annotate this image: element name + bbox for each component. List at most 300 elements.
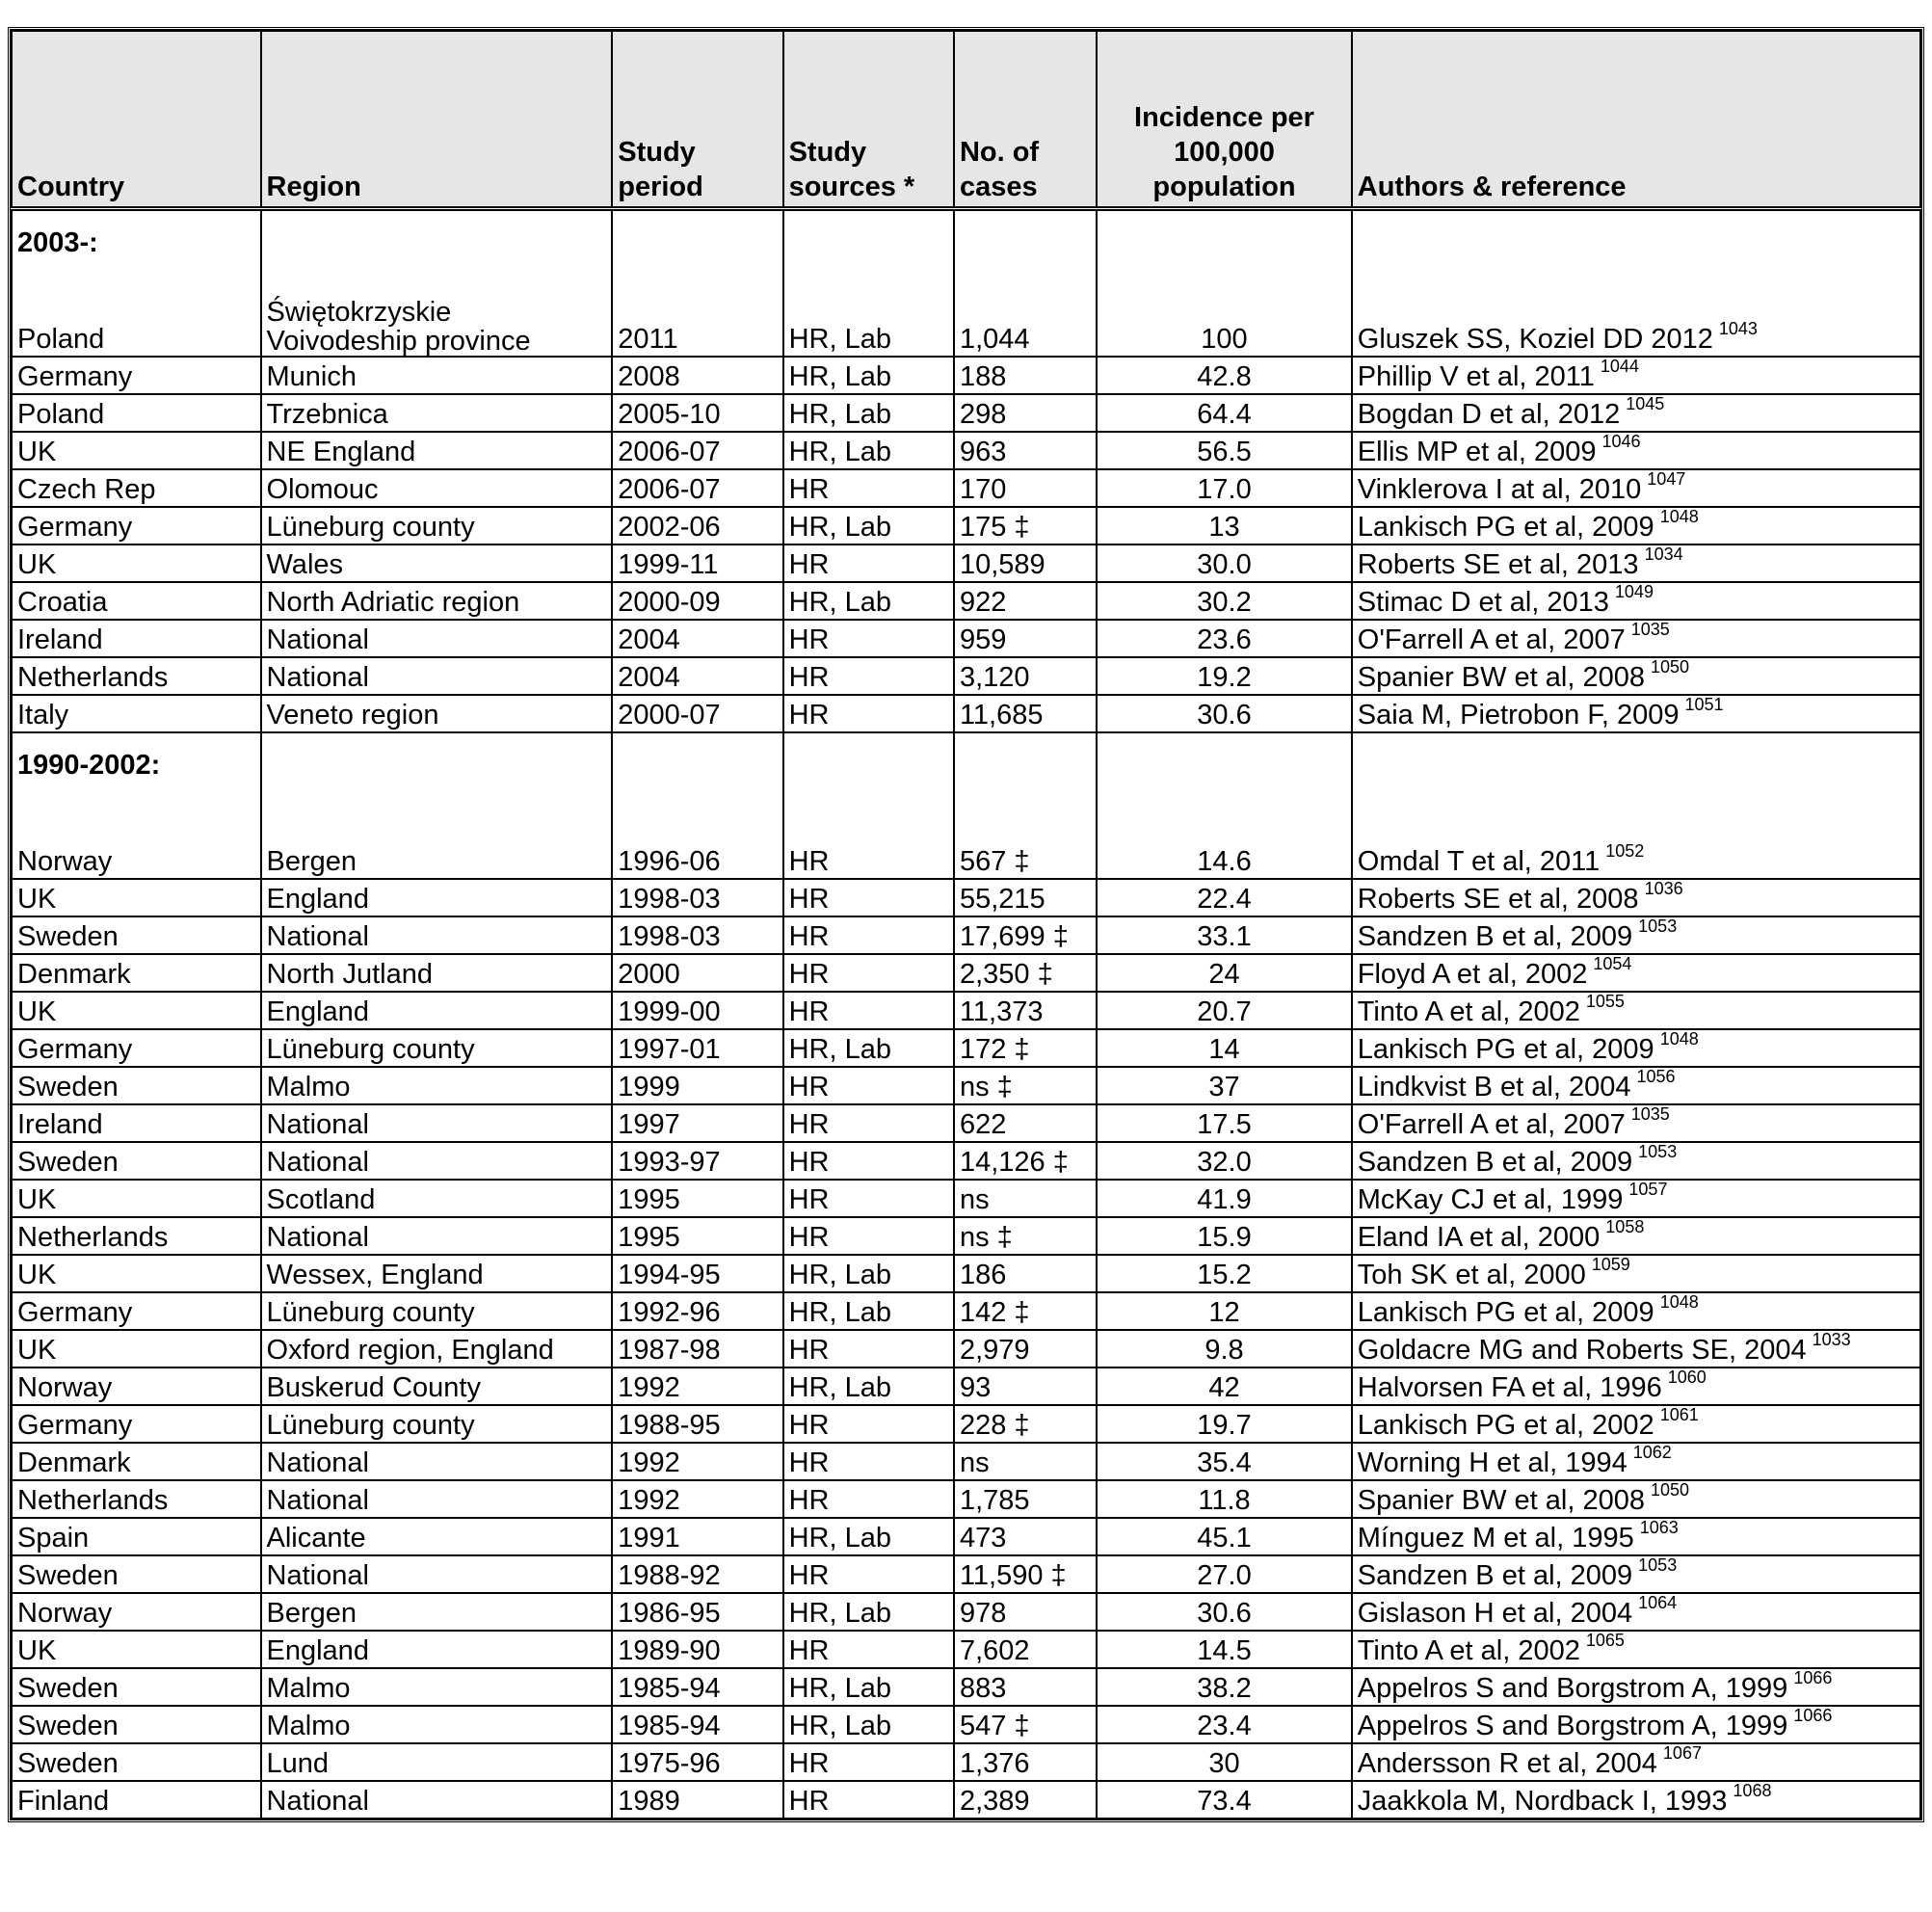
cell-incidence: 20.7 (1097, 992, 1352, 1029)
table-row (12, 992, 1920, 1029)
cell-no-of-cases: 959 (954, 620, 1097, 657)
cell-study-period: 1992 (612, 1443, 782, 1480)
cell-country: Norway (12, 1368, 261, 1405)
incidence-table-frame (8, 27, 1924, 1822)
cell-region: National (261, 1217, 613, 1255)
cell-study-sources: HR (783, 1405, 954, 1443)
cell-country: Sweden (12, 916, 261, 954)
cell-incidence: 30 (1097, 1743, 1352, 1781)
reference-number: 1046 (1601, 432, 1641, 451)
cell-region: Olomouc (261, 469, 613, 507)
cell-incidence: 100 (1097, 209, 1352, 358)
cell-country (12, 732, 261, 879)
cell-incidence: 14.6 (1097, 732, 1352, 879)
cell-country: Norway (12, 1593, 261, 1631)
cell-authors (1352, 1104, 1920, 1142)
cell-country: UK (12, 1255, 261, 1292)
table-body (12, 209, 1920, 1819)
cell-study-period: 1999 (612, 1067, 782, 1104)
cell-region: Scotland (261, 1180, 613, 1217)
cell-no-of-cases: 172 ‡ (954, 1029, 1097, 1067)
cell-study-period: 2008 (612, 357, 782, 394)
reference-number: 1050 (1651, 1480, 1690, 1500)
reference-number: 1053 (1638, 916, 1678, 936)
cell-authors (1352, 582, 1920, 620)
cell-incidence: 27.0 (1097, 1555, 1352, 1593)
reference-number: 1044 (1600, 357, 1639, 376)
reference-number: 1050 (1651, 657, 1690, 677)
table-row (12, 1330, 1920, 1368)
cell-no-of-cases: 7,602 (954, 1631, 1097, 1668)
cell-authors (1352, 1405, 1920, 1443)
cell-incidence: 15.9 (1097, 1217, 1352, 1255)
cell-incidence: 15.2 (1097, 1255, 1352, 1292)
cell-incidence: 23.4 (1097, 1706, 1352, 1743)
table-row (12, 1518, 1920, 1555)
cell-study-period: 1986-95 (612, 1593, 782, 1631)
header-incidence: Incidence per 100,000 population (1097, 31, 1352, 209)
cell-study-sources: HR (783, 695, 954, 732)
cell-incidence: 14 (1097, 1029, 1352, 1067)
reference-number: 1063 (1639, 1518, 1679, 1537)
cell-authors (1352, 1292, 1920, 1330)
cell-authors (1352, 469, 1920, 507)
cell-no-of-cases: 963 (954, 432, 1097, 469)
table-row (12, 432, 1920, 469)
author-text: Lankisch PG et al, 2009 (1357, 1034, 1654, 1065)
cell-incidence: 32.0 (1097, 1142, 1352, 1180)
cell-authors (1352, 1631, 1920, 1668)
cell-country: Sweden (12, 1555, 261, 1593)
cell-country: Finland (12, 1781, 261, 1819)
cell-incidence: 42.8 (1097, 357, 1352, 394)
reference-number: 1047 (1647, 469, 1686, 489)
table-row (12, 1217, 1920, 1255)
cell-study-sources: HR, Lab (783, 1518, 954, 1555)
cell-authors (1352, 507, 1920, 544)
table-row (12, 1292, 1920, 1330)
author-text: McKay CJ et al, 1999 (1357, 1184, 1624, 1215)
reference-number: 1066 (1793, 1668, 1833, 1687)
author-text: Appelros S and Borgstrom A, 1999 (1357, 1673, 1788, 1704)
cell-study-period: 2000-07 (612, 695, 782, 732)
cell-study-period: 1997 (612, 1104, 782, 1142)
cell-study-sources: HR, Lab (783, 394, 954, 432)
cell-country: Croatia (12, 582, 261, 620)
cell-no-of-cases: 11,373 (954, 992, 1097, 1029)
table-row (12, 657, 1920, 695)
cell-country-text: Norway (17, 846, 113, 877)
cell-country: Sweden (12, 1668, 261, 1706)
author-text: Lankisch PG et al, 2009 (1357, 1297, 1654, 1328)
cell-study-sources: HR (783, 1781, 954, 1819)
cell-no-of-cases: 3,120 (954, 657, 1097, 695)
cell-region: National (261, 1104, 613, 1142)
cell-country: Sweden (12, 1067, 261, 1104)
cell-authors (1352, 544, 1920, 582)
cell-no-of-cases: 1,376 (954, 1743, 1097, 1781)
author-text: Spanier BW et al, 2008 (1357, 662, 1645, 693)
cell-study-period: 1991 (612, 1518, 782, 1555)
author-text: Omdal T et al, 2011 (1357, 846, 1601, 877)
table-row (12, 1743, 1920, 1781)
table-row (12, 507, 1920, 544)
cell-incidence: 30.6 (1097, 1593, 1352, 1631)
cell-region: National (261, 916, 613, 954)
author-text: O'Farrell A et al, 2007 (1357, 624, 1626, 655)
cell-incidence: 41.9 (1097, 1180, 1352, 1217)
cell-country: Netherlands (12, 657, 261, 695)
cell-no-of-cases: 55,215 (954, 879, 1097, 916)
cell-authors (1352, 1029, 1920, 1067)
table-row (12, 469, 1920, 507)
cell-authors (1352, 657, 1920, 695)
cell-country: UK (12, 1631, 261, 1668)
author-text: Stimac D et al, 2013 (1357, 587, 1609, 618)
header-country: Country (12, 31, 261, 209)
cell-authors (1352, 1443, 1920, 1480)
cell-study-sources: HR, Lab (783, 582, 954, 620)
cell-authors (1352, 992, 1920, 1029)
author-text: Andersson R et al, 2004 (1357, 1748, 1657, 1779)
reference-number: 1065 (1585, 1631, 1625, 1650)
cell-authors (1352, 620, 1920, 657)
author-text: Vinklerova I at al, 2010 (1357, 474, 1642, 505)
cell-incidence: 23.6 (1097, 620, 1352, 657)
cell-study-sources: HR, Lab (783, 209, 954, 358)
reference-number: 1053 (1638, 1142, 1678, 1161)
cell-incidence: 12 (1097, 1292, 1352, 1330)
reference-number: 1053 (1638, 1555, 1678, 1575)
cell-region: Trzebnica (261, 394, 613, 432)
cell-no-of-cases: 547 ‡ (954, 1706, 1097, 1743)
table-row (12, 695, 1920, 732)
cell-region: England (261, 992, 613, 1029)
cell-country: Denmark (12, 1443, 261, 1480)
table-row (12, 1368, 1920, 1405)
reference-number: 1064 (1638, 1593, 1678, 1612)
cell-region: Lund (261, 1743, 613, 1781)
reference-number: 1066 (1793, 1706, 1833, 1725)
cell-study-period: 1992-96 (612, 1292, 782, 1330)
reference-number: 1036 (1644, 879, 1683, 898)
cell-study-sources: HR, Lab (783, 1255, 954, 1292)
incidence-table (11, 30, 1921, 1819)
cell-no-of-cases: 175 ‡ (954, 507, 1097, 544)
cell-study-sources: HR, Lab (783, 1706, 954, 1743)
cell-region: National (261, 1142, 613, 1180)
cell-authors (1352, 1743, 1920, 1781)
cell-region: NE England (261, 432, 613, 469)
cell-incidence: 17.0 (1097, 469, 1352, 507)
table-row (12, 1555, 1920, 1593)
cell-incidence: 30.2 (1097, 582, 1352, 620)
cell-country: UK (12, 432, 261, 469)
author-text: Toh SK et al, 2000 (1357, 1260, 1586, 1290)
cell-region: Malmo (261, 1668, 613, 1706)
author-text: Tinto A et al, 2002 (1357, 1635, 1580, 1666)
cell-authors (1352, 1555, 1920, 1593)
cell-study-period: 1985-94 (612, 1668, 782, 1706)
cell-study-sources: HR (783, 1480, 954, 1518)
reference-number: 1033 (1812, 1330, 1851, 1349)
table-row (12, 1255, 1920, 1292)
cell-study-period: 1975-96 (612, 1743, 782, 1781)
cell-incidence: 73.4 (1097, 1781, 1352, 1819)
cell-country: Italy (12, 695, 261, 732)
cell-study-sources: HR (783, 620, 954, 657)
author-text: Bogdan D et al, 2012 (1357, 399, 1621, 430)
cell-study-sources: HR (783, 1067, 954, 1104)
cell-region: Munich (261, 357, 613, 394)
cell-country: UK (12, 1180, 261, 1217)
cell-authors (1352, 1706, 1920, 1743)
cell-country: Spain (12, 1518, 261, 1555)
author-text: Goldacre MG and Roberts SE, 2004 (1357, 1335, 1807, 1366)
reference-number: 1058 (1605, 1217, 1645, 1236)
cell-country: UK (12, 992, 261, 1029)
cell-study-period: 1998-03 (612, 916, 782, 954)
author-text: Worning H et al, 1994 (1357, 1447, 1628, 1478)
cell-authors (1352, 1330, 1920, 1368)
cell-incidence: 30.0 (1097, 544, 1352, 582)
cell-study-sources: HR (783, 1443, 954, 1480)
cell-study-period: 1999-00 (612, 992, 782, 1029)
cell-incidence: 24 (1097, 954, 1352, 992)
cell-country-text: Poland (17, 324, 105, 355)
cell-region: Bergen (261, 732, 613, 879)
cell-study-sources: HR (783, 544, 954, 582)
cell-study-sources: HR (783, 1555, 954, 1593)
cell-study-sources: HR (783, 657, 954, 695)
table-row (12, 620, 1920, 657)
cell-authors (1352, 394, 1920, 432)
cell-study-period: 2011 (612, 209, 782, 358)
table-row (12, 394, 1920, 432)
cell-no-of-cases: 188 (954, 357, 1097, 394)
cell-region: North Adriatic region (261, 582, 613, 620)
cell-region: Lüneburg county (261, 507, 613, 544)
cell-region: Alicante (261, 1518, 613, 1555)
cell-study-period: 1992 (612, 1368, 782, 1405)
cell-study-period: 1987-98 (612, 1330, 782, 1368)
table-row (12, 209, 1920, 358)
cell-country (12, 209, 261, 358)
reference-number: 1048 (1659, 507, 1699, 526)
cell-no-of-cases: 567 ‡ (954, 732, 1097, 879)
cell-no-of-cases: 883 (954, 1668, 1097, 1706)
cell-incidence: 33.1 (1097, 916, 1352, 954)
cell-country: UK (12, 1330, 261, 1368)
cell-authors (1352, 432, 1920, 469)
cell-no-of-cases: 142 ‡ (954, 1292, 1097, 1330)
cell-no-of-cases: 978 (954, 1593, 1097, 1631)
table-row (12, 1668, 1920, 1706)
cell-study-sources: HR, Lab (783, 1029, 954, 1067)
cell-study-period: 2004 (612, 657, 782, 695)
cell-no-of-cases: 298 (954, 394, 1097, 432)
cell-study-period: 1996-06 (612, 732, 782, 879)
cell-authors (1352, 1668, 1920, 1706)
reference-number: 1043 (1718, 319, 1758, 338)
cell-study-sources: HR, Lab (783, 1368, 954, 1405)
cell-country: UK (12, 879, 261, 916)
cell-incidence: 42 (1097, 1368, 1352, 1405)
cell-country: Ireland (12, 1104, 261, 1142)
cell-authors (1352, 1217, 1920, 1255)
cell-study-period: 1997-01 (612, 1029, 782, 1067)
cell-study-period: 2005-10 (612, 394, 782, 432)
cell-study-period: 1995 (612, 1180, 782, 1217)
cell-no-of-cases: 1,785 (954, 1480, 1097, 1518)
cell-authors (1352, 357, 1920, 394)
cell-region: Wales (261, 544, 613, 582)
header-region: Region (261, 31, 613, 209)
section-label: 2003-: (17, 227, 98, 258)
table-row (12, 1104, 1920, 1142)
cell-no-of-cases: 93 (954, 1368, 1097, 1405)
cell-incidence: 13 (1097, 507, 1352, 544)
author-text: Jaakkola M, Nordback I, 1993 (1357, 1786, 1728, 1817)
reference-number: 1057 (1628, 1180, 1668, 1199)
cell-study-sources: HR (783, 916, 954, 954)
cell-study-sources: HR (783, 1217, 954, 1255)
cell-study-period: 2004 (612, 620, 782, 657)
cell-no-of-cases: 2,350 ‡ (954, 954, 1097, 992)
cell-study-period: 1998-03 (612, 879, 782, 916)
author-text: Spanier BW et al, 2008 (1357, 1485, 1645, 1516)
reference-number: 1061 (1659, 1405, 1699, 1424)
cell-country: Germany (12, 357, 261, 394)
section-label: 1990-2002: (17, 750, 161, 781)
cell-no-of-cases: 1,044 (954, 209, 1097, 358)
cell-authors (1352, 1781, 1920, 1819)
cell-study-sources: HR, Lab (783, 1593, 954, 1631)
author-text: Mínguez M et al, 1995 (1357, 1523, 1634, 1554)
author-text: O'Farrell A et al, 2007 (1357, 1109, 1626, 1140)
cell-study-sources: HR (783, 1743, 954, 1781)
reference-number: 1035 (1630, 1104, 1670, 1124)
reference-number: 1059 (1591, 1255, 1630, 1274)
cell-study-period: 1995 (612, 1217, 782, 1255)
author-text: Sandzen B et al, 2009 (1357, 1560, 1633, 1591)
cell-authors (1352, 209, 1920, 358)
cell-no-of-cases: 11,590 ‡ (954, 1555, 1097, 1593)
cell-authors (1352, 1593, 1920, 1631)
cell-no-of-cases: 228 ‡ (954, 1405, 1097, 1443)
cell-country: Poland (12, 394, 261, 432)
reference-number: 1034 (1644, 544, 1683, 564)
table-row (12, 1443, 1920, 1480)
cell-study-period: 2002-06 (612, 507, 782, 544)
cell-study-period: 2000-09 (612, 582, 782, 620)
table-row (12, 1631, 1920, 1668)
cell-incidence: 30.6 (1097, 695, 1352, 732)
author-text: Ellis MP et al, 2009 (1357, 437, 1597, 467)
reference-number: 1054 (1593, 954, 1632, 973)
cell-region: Bergen (261, 1593, 613, 1631)
table-row (12, 1405, 1920, 1443)
cell-study-period: 1992 (612, 1480, 782, 1518)
reference-number: 1068 (1733, 1781, 1772, 1800)
cell-country: Netherlands (12, 1217, 261, 1255)
header-study-sources: Study sources * (783, 31, 954, 209)
cell-study-period: 1989-90 (612, 1631, 782, 1668)
cell-no-of-cases: ns ‡ (954, 1067, 1097, 1104)
cell-incidence: 45.1 (1097, 1518, 1352, 1555)
cell-study-period: 2000 (612, 954, 782, 992)
cell-no-of-cases: 2,389 (954, 1781, 1097, 1819)
cell-region: England (261, 879, 613, 916)
reference-number: 1048 (1659, 1292, 1699, 1312)
cell-study-period: 1989 (612, 1781, 782, 1819)
table-row (12, 732, 1920, 879)
cell-no-of-cases: 11,685 (954, 695, 1097, 732)
cell-incidence: 9.8 (1097, 1330, 1352, 1368)
table-row (12, 1067, 1920, 1104)
author-text: Lankisch PG et al, 2009 (1357, 512, 1654, 543)
cell-authors (1352, 1255, 1920, 1292)
cell-region: National (261, 1443, 613, 1480)
cell-authors (1352, 916, 1920, 954)
cell-authors (1352, 1518, 1920, 1555)
cell-country: Germany (12, 507, 261, 544)
table-row (12, 916, 1920, 954)
cell-region: North Jutland (261, 954, 613, 992)
author-text: Gluszek SS, Koziel DD 2012 (1357, 324, 1713, 355)
table-row (12, 1142, 1920, 1180)
cell-study-sources: HR (783, 1330, 954, 1368)
cell-study-period: 1988-92 (612, 1555, 782, 1593)
cell-country: Germany (12, 1292, 261, 1330)
author-text: Sandzen B et al, 2009 (1357, 1147, 1633, 1178)
cell-no-of-cases: 17,699 ‡ (954, 916, 1097, 954)
cell-country: Sweden (12, 1142, 261, 1180)
cell-incidence: 38.2 (1097, 1668, 1352, 1706)
cell-country: Sweden (12, 1706, 261, 1743)
header-study-period: Study period (612, 31, 782, 209)
reference-number: 1049 (1614, 582, 1654, 601)
cell-incidence: 22.4 (1097, 879, 1352, 916)
cell-authors (1352, 1480, 1920, 1518)
table-row (12, 582, 1920, 620)
cell-authors (1352, 1180, 1920, 1217)
header-row (12, 31, 1920, 209)
cell-study-sources: HR, Lab (783, 357, 954, 394)
cell-no-of-cases: 170 (954, 469, 1097, 507)
cell-study-sources: HR (783, 469, 954, 507)
reference-number: 1048 (1659, 1029, 1699, 1049)
cell-study-sources: HR (783, 1180, 954, 1217)
author-text: Roberts SE et al, 2013 (1357, 549, 1639, 580)
author-text: Phillip V et al, 2011 (1357, 361, 1595, 392)
cell-region: Wessex, England (261, 1255, 613, 1292)
cell-incidence: 56.5 (1097, 432, 1352, 469)
cell-region: National (261, 1781, 613, 1819)
cell-no-of-cases: 10,589 (954, 544, 1097, 582)
cell-study-period: 1993-97 (612, 1142, 782, 1180)
cell-study-period: 1988-95 (612, 1405, 782, 1443)
header-no-of-cases: No. of cases (954, 31, 1097, 209)
reference-number: 1055 (1585, 992, 1625, 1011)
author-text: Roberts SE et al, 2008 (1357, 884, 1639, 915)
cell-no-of-cases: 2,979 (954, 1330, 1097, 1368)
cell-region: Oxford region, England (261, 1330, 613, 1368)
table-row (12, 879, 1920, 916)
author-text: Appelros S and Borgstrom A, 1999 (1357, 1711, 1788, 1741)
reference-number: 1062 (1632, 1443, 1672, 1462)
cell-country: Ireland (12, 620, 261, 657)
